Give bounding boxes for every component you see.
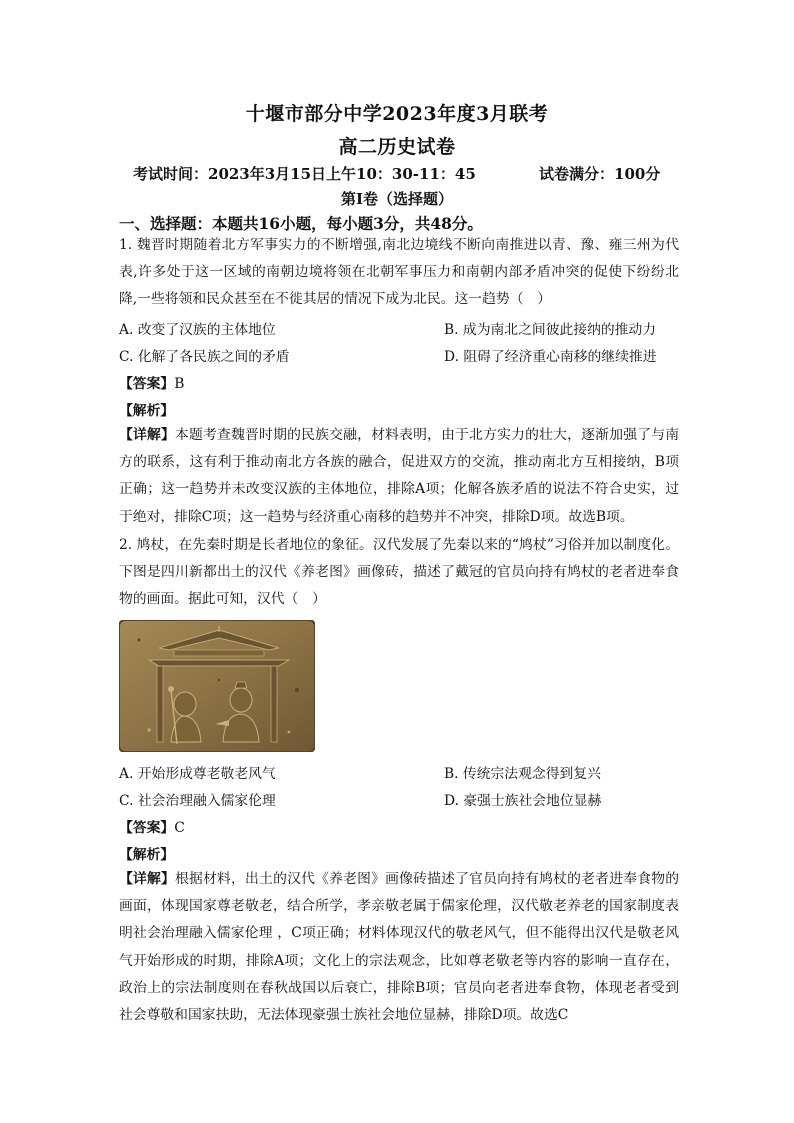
q2-analysis-label: 【解析】 (119, 847, 175, 863)
q1-option-c: C. 化解了各民族之间的矛盾 (119, 349, 290, 365)
answer-label: 【答案】 (119, 820, 175, 836)
q1-option-d: D. 阻碍了经济重心南移的继续推进 (444, 349, 657, 365)
q2-option-c: C. 社会治理融入儒家伦理 (119, 793, 276, 809)
q2-option-a: A. 开始形成尊老敬老风气 (119, 766, 276, 782)
answer-value: B (174, 376, 185, 392)
answer-value: C (174, 820, 185, 836)
full-score: 试卷满分：100分 (539, 165, 661, 183)
q2-detail (119, 866, 679, 1029)
exam-subtitle: 高二历史试卷 (338, 136, 456, 158)
exam-time: 考试时间：2023年3月15日上午10：30-11：45 (133, 165, 476, 183)
q1-option-a: A. 改变了汉族的主体地位 (119, 322, 276, 338)
volume-heading: 第Ⅰ卷（选择题） (340, 190, 454, 208)
q2-option-d: D. 豪强士族社会地位显赫 (444, 793, 602, 809)
detail-text: 本题考查魏晋时期的民族交融，材料表明，由于北方实力的壮大，逐渐加强了与南方的联系，这有利于推动南北方各族的融合，促进双方的交流，推动南北方互相接纳，B项正确；这一趋势并未改变汉族的主体地位，排除A项；化解各族矛盾的说法不符合史实，过于绝对，排除C项；这一趋势与经济重心南移的趋势并不冲突，排除D项。故选B项。 (119, 427, 680, 525)
q1-answer (119, 372, 184, 392)
q2-stem: 2. 鸠杖，在先秦时期是长者地位的象征。汉代发展了先秦以来的“鸠杖”习俗并加以制度化。下图是四川新都出土的汉代《养老图》画像砖，描述了戴冠的官员向持有鸠杖的老者进奉食物的画面。据此可知，汉代（ ） (119, 537, 679, 608)
detail-label: 【详解】 (119, 427, 176, 443)
han-relief-brick-image (119, 620, 315, 752)
q2-answer (119, 816, 185, 836)
detail-label: 【详解】 (119, 871, 176, 887)
answer-label: 【答案】 (119, 376, 175, 392)
q1-analysis-label: 【解析】 (119, 403, 175, 419)
q2-option-b: B. 传统宗法观念得到复兴 (444, 766, 601, 782)
exam-title: 十堰市部分中学2023年度3月联考 (245, 103, 549, 125)
section-heading: 一、选择题：本题共16小题，每小题3分，共48分。 (119, 214, 483, 233)
q1-detail (119, 422, 679, 531)
detail-text: 根据材料，出土的汉代《养老图》画像砖描述了官员向持有鸠杖的老者进奉食物的画面，体现国家尊老敬老，结合所学，孝亲敬老属于儒家伦理，汉代敬老养老的国家制度表明社会治理融入儒家伦理 ，C项正确；材料体现汉代的敬老风气，但不能得出汉代是敬老风气开始形成的时期，排除A项；文化上的宗法观念，比如尊老敬老等内容的影响一直存在，政治上的宗法制度则在春秋战国以后衰亡，排除B项；官员向老者进奉食物，体现老者受到社会尊敬和国家扶助，无法体现豪强士族社会地位显赫，排除D项。故选C (119, 871, 680, 1024)
q1-option-b: B. 成为南北之间彼此接纳的推动力 (444, 322, 657, 338)
q1-stem: 1. 魏晋时期随着北方军事实力的不断增强,南北边境线不断向南推进以青、豫、雍三州为代表,许多处于这一区域的南朝边境将领在北朝军事压力和南朝内部矛盾冲突的促使下纷纷北降,一些将领和民众甚至在不徙其居的情况下成为北民。这一趋势（ ） (119, 237, 679, 308)
